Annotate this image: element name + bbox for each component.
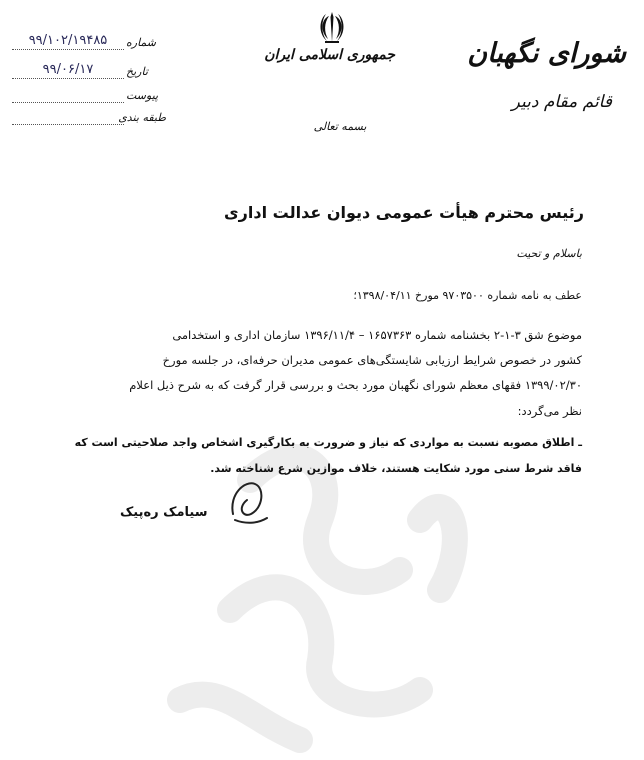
deputy-title: قائم مقام دبیر	[511, 92, 612, 112]
signer-name: سیامک ره‌پیک	[120, 505, 208, 520]
iran-emblem-icon	[317, 10, 347, 44]
meta-dotted-line	[12, 102, 124, 103]
handwritten-signature	[225, 474, 270, 529]
recipient-heading: رئیس محترم هیأت عمومی دیوان عدالت اداری	[224, 203, 584, 222]
meta-attachment-row	[0, 86, 170, 106]
reference-line: عطف به نامه شماره ۹۷۰۳۵۰۰ مورخ ۱۳۹۸/۰۴/۱۱؛	[353, 289, 582, 302]
meta-dotted-line	[12, 78, 124, 79]
ruling-line: فاقد شرط سنی مورد شکایت هستند، خلاف موازین شرع شناخته شد.	[210, 462, 582, 475]
letter-number-value: ۹۹/۱۰۲/۱۹۴۸۵	[28, 33, 108, 48]
attachment-label: پیوست	[126, 89, 159, 102]
greeting: باسلام و تحیت	[516, 247, 582, 260]
paragraph-line: موضوع شق ۳-۱-۲ بخشنامه شماره ۱۶۵۷۳۶۳ – ۱۳۹۶/۱۱/۴ سازمان اداری و استخدامی	[172, 328, 582, 342]
meta-number-row	[0, 33, 170, 53]
paragraph-line: کشور در خصوص شرایط ارزیابی شایستگی‌های عمومی مدیران حرفه‌ای، در جلسه مورخ	[162, 353, 582, 367]
meta-classification-row	[0, 108, 170, 128]
paragraph-line: ۱۳۹۹/۰۲/۳۰ فقهای معظم شورای نگهبان مورد بحث و بررسی قرار گرفت که به شرح ذیل اعلام	[129, 378, 582, 392]
letter-date-value: ۹۹/۰۶/۱۷	[42, 62, 94, 77]
letter-date-label: تاریخ	[126, 65, 148, 78]
letter-number-label: شماره	[126, 36, 157, 49]
bismillah: بسمه تعالی	[313, 120, 367, 133]
ruling-line: ـ اطلاق مصوبه نسبت به مواردی که نیاز و ضرورت به بکارگیری اشخاص واجد صلاحیتی است که	[74, 436, 582, 449]
meta-date-row	[0, 62, 170, 82]
council-name: شورای نگهبان	[467, 38, 626, 69]
classification-label: طبقه بندی	[118, 111, 166, 124]
country-name: جمهوری اسلامی ایران	[264, 47, 395, 63]
meta-dotted-line	[12, 124, 124, 125]
meta-dotted-line	[12, 49, 124, 50]
paragraph-line: نظر می‌گردد:	[517, 404, 582, 418]
